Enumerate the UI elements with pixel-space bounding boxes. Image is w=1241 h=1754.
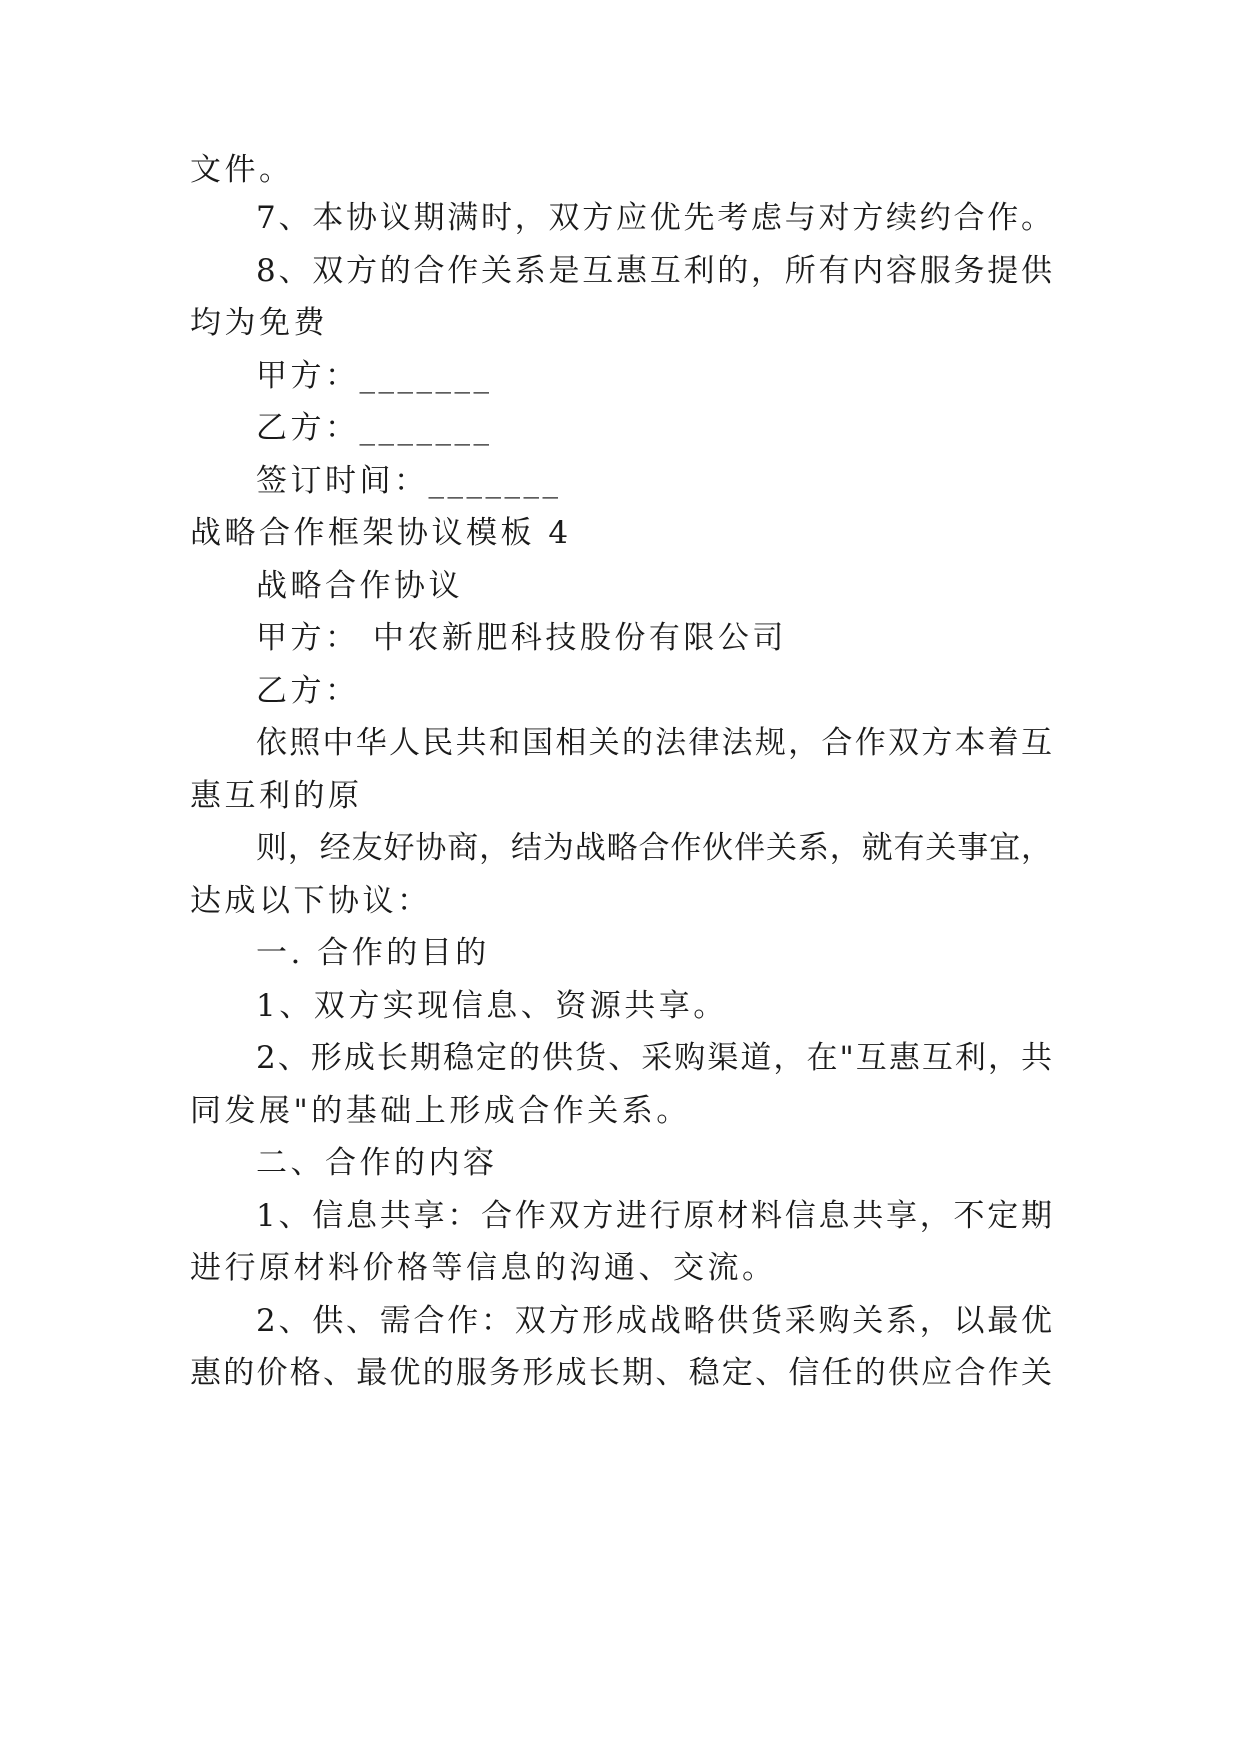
section-heading: 战略合作框架协议模板 4	[190, 515, 572, 551]
content-item-2: 2、供、需合作：双方形成战略供货采购关系，以最优	[256, 1303, 1052, 1339]
heading-content: 二、合作的内容	[256, 1145, 498, 1181]
clause-8-continuation: 均为免费	[190, 305, 328, 341]
agreement-title: 战略合作协议	[256, 568, 463, 604]
clause-8: 8、双方的合作关系是互惠互利的，所有内容服务提供	[256, 253, 1052, 289]
party-b-signature-line: 乙方：_______	[256, 410, 493, 446]
content-item-1: 1、信息共享：合作双方进行原材料信息共享，不定期	[256, 1198, 1052, 1234]
purpose-item-2: 2、形成长期稳定的供货、采购渠道，在"互惠互利，共	[256, 1040, 1052, 1076]
party-a-signature-line: 甲方：_______	[256, 358, 493, 394]
signing-date-line: 签订时间：_______	[256, 463, 562, 499]
party-b-line: 乙方：	[256, 673, 360, 709]
party-a-line: 甲方： 中农新肥科技股份有限公司	[256, 620, 787, 656]
heading-purpose: 一. 合作的目的	[256, 935, 490, 971]
paragraph-continuation: 文件。	[190, 152, 294, 188]
content-item-1-continuation: 进行原材料价格等信息的沟通、交流。	[190, 1250, 777, 1286]
clause-7: 7、本协议期满时，双方应优先考虑与对方续约合作。	[256, 200, 1052, 236]
preamble-line-3: 则，经友好协商，结为战略合作伙伴关系，就有关事宜，	[256, 830, 1052, 866]
preamble-line-2: 惠互利的原	[190, 778, 363, 814]
purpose-item-2-continuation: 同发展"的基础上形成合作关系。	[190, 1093, 691, 1129]
purpose-item-1: 1、双方实现信息、资源共享。	[256, 988, 728, 1024]
preamble-line-1: 依照中华人民共和国相关的法律法规，合作双方本着互	[256, 725, 1052, 761]
preamble-line-4: 达成以下协议：	[190, 883, 432, 919]
content-item-2-continuation: 惠的价格、最优的服务形成长期、稳定、信任的供应合作关	[190, 1355, 1052, 1391]
